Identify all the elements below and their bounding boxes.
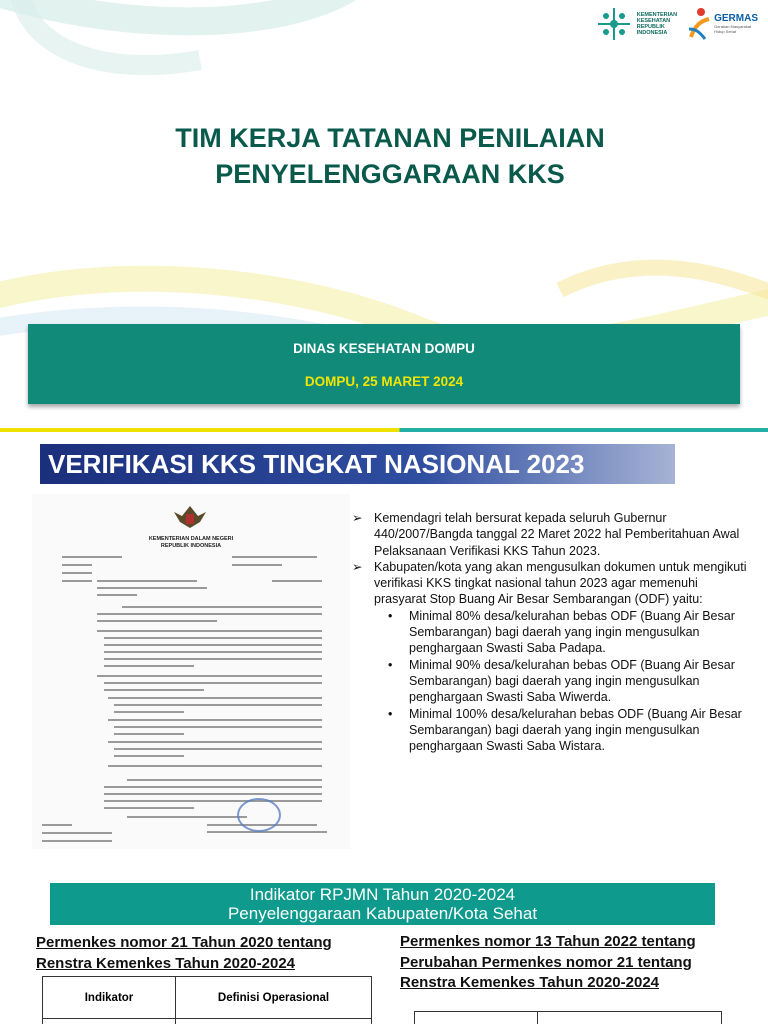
bullet-item: ➢ Kabupaten/kota yang akan mengusulkan dokumen untuk mengikuti verifikasi KKS tingkat nasional tahun 2023 agar memenuhi prasyarat Stop Buang Air Besar Sembarangan (ODF) yaitu: — [352, 559, 747, 607]
kemendagri-letter-image — [32, 494, 350, 849]
indicator-table-left — [42, 976, 372, 1024]
verification-bullet-list — [352, 510, 752, 754]
sub-bullet-item: • Minimal 90% desa/kelurahan bebas ODF (Buang Air Besar Sembarangan) bagi daerah yang ingin mengusulkan penghargaan Swasti Saba Wiwerda. — [388, 657, 735, 705]
table-header-definisi: Definisi Operasional — [176, 977, 372, 1019]
presentation-date: DOMPU, 25 MARET 2024 — [304, 374, 464, 389]
table-cell — [43, 1019, 176, 1024]
permenkes-2022-heading: Permenkes nomor 13 Tahun 2022 tentang Perubahan Permenkes nomor 21 tentang Renstra Kemenkes Tahun 2020-2024 — [400, 933, 696, 991]
germas-logo-text: GERMAS — [714, 13, 758, 24]
indicator-table-right — [414, 1011, 722, 1024]
table-header-indikator — [415, 1012, 538, 1024]
germas-figure-icon — [687, 7, 711, 41]
presenter-organization: DINAS KESEHATAN DOMPU — [293, 341, 475, 356]
rpjmn-indicator-slide — [0, 864, 768, 1024]
bullet-item: ➢ Kemendagri telah bersurat kepada seluruh Gubernur 440/2007/Bangda tanggal 22 Maret 2022 hal Pemberitahuan Awal Pelaksanaan Verifikasi KKS Tahun 2023. — [352, 511, 740, 558]
permenkes-2020-heading: Permenkes nomor 21 Tahun 2020 tentang Renstra Kemenkes Tahun 2020-2024 — [36, 934, 332, 972]
kemenkes-logo-text: KEMENTERIAN KESEHATAN REPUBLIK INDONESIA — [636, 12, 678, 36]
garuda-emblem-icon — [172, 502, 208, 534]
slide-title — [95, 120, 685, 192]
kemenkes-logo — [595, 6, 677, 42]
germas-tagline-line1: Gerakan Masyarakat — [714, 24, 752, 29]
verification-slide-title: VERIFIKASI KKS TINGKAT NASIONAL 2023 — [40, 444, 675, 484]
table-header-definisi — [538, 1012, 722, 1024]
title-slide — [0, 0, 768, 432]
slide-title-line1: TIM KERJA TATANAN PENILAIAN — [175, 123, 605, 153]
table-cell — [176, 1019, 372, 1024]
germas-tagline-line2: Hidup Sehat — [714, 29, 737, 34]
table-header-indikator: Indikator — [43, 977, 176, 1019]
rpjmn-banner-line2: Penyelenggaraan Kabupaten/Kota Sehat — [227, 904, 538, 923]
letter-header: KEMENTERIAN DALAM NEGERI REPUBLIK INDONESIA — [148, 536, 234, 549]
germas-logo — [687, 7, 758, 41]
slide-title-line2: PENYELENGGARAAN KKS — [215, 159, 565, 189]
verification-slide — [0, 432, 768, 864]
sub-bullet-item: • Minimal 80% desa/kelurahan bebas ODF (Buang Air Besar Sembarangan) bagi daerah yang ingin mengusulkan penghargaan Swasti Saba Padapa. — [388, 608, 735, 656]
official-stamp-icon — [237, 798, 281, 832]
presenter-info-box — [28, 324, 740, 404]
header-logos — [595, 6, 758, 42]
rpjmn-banner — [50, 883, 715, 925]
kemenkes-emblem-icon — [595, 6, 633, 42]
rpjmn-banner-line1: Indikator RPJMN Tahun 2020-2024 — [249, 885, 516, 904]
sub-bullet-item: • Minimal 100% desa/kelurahan bebas ODF (Buang Air Besar Sembarangan) bagi daerah yang ingin mengusulkan penghargaan Swasti Saba Wistara. — [388, 706, 742, 754]
